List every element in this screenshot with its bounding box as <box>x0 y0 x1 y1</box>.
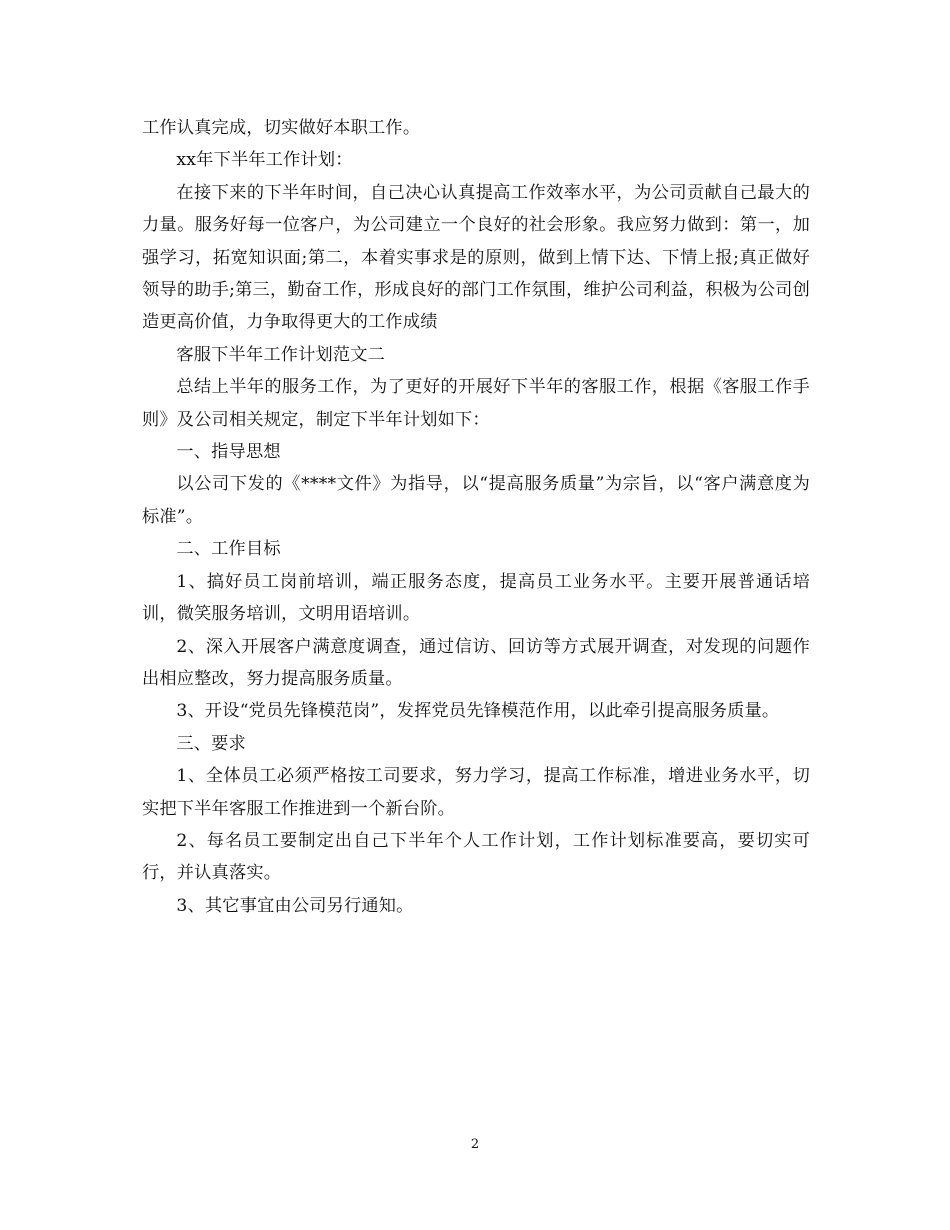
paragraph-guiding-ideology: 以公司下发的《****文件》为指导，以“提高服务质量”为宗旨，以“客户满意度为标准”。 <box>142 474 810 527</box>
goal-item-3: 3、开设“党员先锋模范岗”，发挥党员先锋模范作用，以此牵引提高服务质量。 <box>176 701 780 722</box>
paragraph-plan-body: 在接下来的下半年时间，自己决心认真提高工作效率水平，为公司贡献自己最大的力量。服务好每一位客户，为公司建立一个良好的社会形象。我应努力做到：第一，加强学习，拓宽知识面;第二，本着实事求是的原则，做到上情下达、下情上报;真正做好领导的助手;第三，勤奋工作，形成良好的部门工作氛围，维护公司利益，积极为公司创造更高价值，力争取得更大的工作成绩 <box>142 182 810 333</box>
heading-guiding-ideology: 一、指导思想 <box>176 442 281 463</box>
heading-work-goals: 二、工作目标 <box>176 539 281 560</box>
goal-item-2: 2、深入开展客户满意度调查，通过信访、回访等方式展开调查，对发现的问题作出相应整改，努力提高服务质量。 <box>142 636 810 689</box>
paragraph-sample-title: 客服下半年工作计划范文二 <box>176 344 386 365</box>
requirement-item-3: 3、其它事宜由公司另行通知。 <box>176 895 414 916</box>
page-number: 2 <box>470 1137 480 1152</box>
requirement-item-1: 1、全体员工必须严格按工司要求，努力学习，提高工作标准，增进业务水平，切实把下半年客服工作推进到一个新台阶。 <box>142 766 810 819</box>
paragraph-summary: 总结上半年的服务工作，为了更好的开展好下半年的客服工作，根据《客服工作手则》及公司相关规定，制定下半年计划如下： <box>142 377 810 430</box>
paragraph-section-heading: xx年下半年工作计划： <box>176 150 353 171</box>
goal-item-1: 1、搞好员工岗前培训，端正服务态度，提高员工业务水平。主要开展普通话培训，微笑服务培训，文明用语培训。 <box>142 571 810 625</box>
paragraph-continuation: 工作认真完成，切实做好本职工作。 <box>142 118 421 138</box>
document-body <box>142 112 810 922</box>
heading-requirements: 三、要求 <box>176 733 246 754</box>
requirement-item-2: 2、每名员工要制定出自己下半年个人工作计划，工作计划标准要高，要切实可行，并认真落实。 <box>142 830 810 884</box>
